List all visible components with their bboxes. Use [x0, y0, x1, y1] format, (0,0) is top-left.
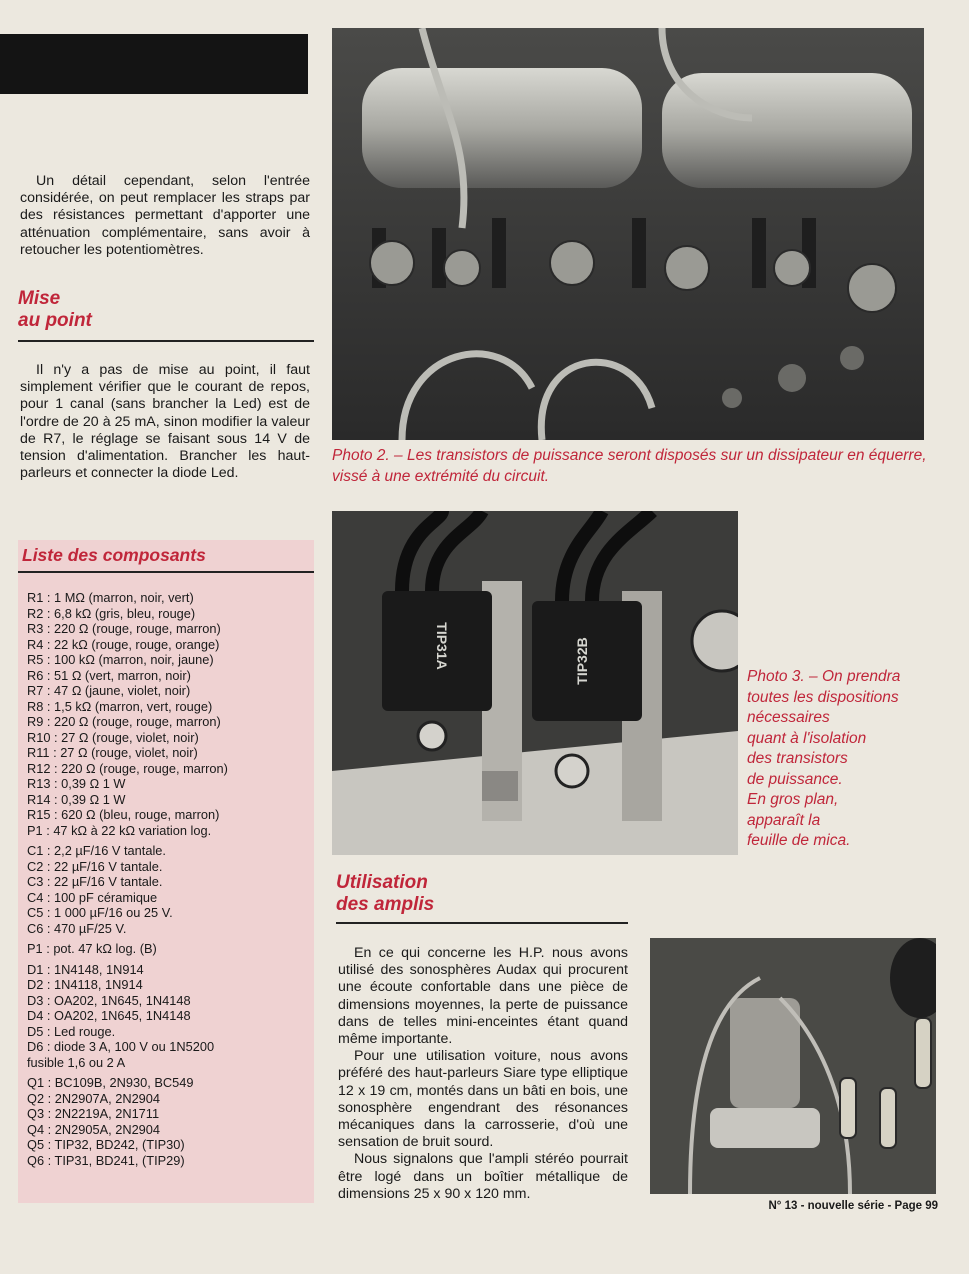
heading-rule [18, 340, 314, 342]
caption-line: des transistors [747, 750, 848, 767]
mise-au-point-paragraph [20, 362, 310, 482]
list-item: C5 : 1 000 µF/16 ou 25 V. [27, 905, 173, 920]
list-item: C6 : 470 µF/25 V. [27, 920, 127, 936]
list-item: R10 : 27 Ω (rouge, violet, noir) [27, 729, 199, 745]
photo-4 [650, 938, 936, 1194]
list-item: C4 : 100 pF céramique [27, 889, 158, 905]
caption-line: quant à l'isolation [747, 729, 867, 747]
photo-3 [332, 511, 738, 855]
list-item: P1 : pot. 47 kΩ log. (B) [27, 941, 157, 956]
caption-line: Photo 3. – On prendra [747, 668, 901, 685]
list-item: Q3 : 2N2219A, 2N1711 [27, 1106, 160, 1121]
list-item: R8 : 1,5 kΩ (marron, vert, rouge) [27, 698, 213, 714]
capacitor-group [27, 843, 312, 936]
pot-group [27, 941, 312, 957]
list-item: R5 : 100 kΩ (marron, noir, jaune) [27, 652, 214, 667]
list-item: D6 : diode 3 A, 100 V ou 1N5200 [27, 1039, 215, 1054]
caption-line: feuille de mica. [747, 832, 851, 849]
heading-line1: Utilisation [336, 872, 428, 893]
list-item: D1 : 1N4148, 1N914 [27, 961, 144, 977]
utilisation-text [338, 945, 628, 1203]
tip31a-label: TIP31A [434, 622, 450, 670]
header-black-bar [0, 34, 308, 94]
tip32b-label: TIP32B [574, 637, 590, 685]
diode-group [27, 962, 312, 1071]
transistor-group [27, 1075, 312, 1168]
resistor-group [27, 590, 312, 838]
list-item: R2 : 6,8 kΩ (gris, bleu, rouge) [27, 605, 196, 621]
list-item: fusible 1,6 ou 2 A [27, 1054, 126, 1070]
caption-line: toutes les dispositions [747, 688, 899, 706]
parts-list-title: Liste des composants [22, 545, 206, 565]
heading-rule [336, 922, 628, 924]
list-item: R4 : 22 kΩ (rouge, rouge, orange) [27, 636, 220, 652]
list-item: C3 : 22 µF/16 V tantale. [27, 874, 163, 889]
list-item: R7 : 47 Ω (jaune, violet, noir) [27, 683, 191, 698]
mise-au-point-heading [18, 288, 92, 332]
list-item: P1 : 47 kΩ à 22 kΩ variation log. [27, 822, 212, 838]
page-footer: N° 13 - nouvelle série - Page 99 [768, 1200, 938, 1212]
utilisation-heading [336, 872, 434, 916]
list-item: R6 : 51 Ω (vert, marron, noir) [27, 667, 191, 683]
paragraph: En ce qui concerne les H.P. nous avons utilisé des sonosphères Audax qui procurent une écoute confortable dans une pièce de dimensions moyennes, la perte de puissance dans de telles mini-enceintes étant quand même importante. [338, 945, 628, 1048]
photo-2 [332, 28, 924, 440]
heatsink-image [332, 511, 738, 855]
parts-list-rule [18, 571, 314, 573]
caption-line: En gros plan, [747, 791, 839, 808]
list-item: D2 : 1N4118, 1N914 [27, 977, 143, 992]
intro-paragraph [20, 173, 310, 259]
photo-3-caption [747, 667, 947, 852]
list-item: R11 : 27 Ω (rouge, violet, noir) [27, 745, 198, 760]
list-item: R9 : 220 Ω (rouge, rouge, marron) [27, 714, 221, 729]
list-item: Q5 : TIP32, BD242, (TIP30) [27, 1137, 185, 1152]
heading-line1: Mise [18, 288, 61, 309]
mise-au-point-text: Il n'y a pas de mise au point, il faut simplement vérifier que le courant de repos, pour 1 canal (sans brancher la Led) est de l'ordre de 20 à 25 mA, sinon modifier la valeur de R7, le réglage se faisant sous 14 V de tension d'alimentation. Brancher les haut-parleurs et connecter la diode Led. [20, 362, 310, 482]
list-item: R15 : 620 Ω (bleu, rouge, marron) [27, 807, 220, 822]
paragraph: Pour une utilisation voiture, nous avons préféré des haut-parleurs Siare type elliptique 12 x 19 cm, montés dans un bâti en bois, une sonosphère engendrant des résonances mécaniques dans la carrosserie, d'où une sensation de bruit sourd. [338, 1048, 628, 1151]
heading-line2: des amplis [336, 894, 435, 915]
list-item: C2 : 22 µF/16 V tantale. [27, 858, 163, 874]
caption-line: nécessaires [747, 709, 830, 726]
caption-line: de puissance. [747, 770, 843, 788]
list-item: R3 : 220 Ω (rouge, rouge, marron) [27, 621, 221, 636]
parts-list [27, 590, 312, 1173]
list-item: D3 : OA202, 1N645, 1N4148 [27, 992, 191, 1008]
list-item: Q1 : BC109B, 2N930, BC549 [27, 1075, 194, 1090]
component-closeup-image [650, 938, 936, 1194]
list-item: D5 : Led rouge. [27, 1023, 116, 1039]
list-item: R13 : 0,39 Ω 1 W [27, 776, 126, 791]
list-item: Q2 : 2N2907A, 2N2904 [27, 1090, 161, 1106]
list-item: C1 : 2,2 µF/16 V tantale. [27, 843, 166, 858]
circuit-board-image [332, 28, 924, 440]
list-item: R12 : 220 Ω (rouge, rouge, marron) [27, 760, 228, 776]
heading-line2: au point [18, 310, 92, 331]
list-item: Q6 : TIP31, BD241, (TIP29) [27, 1152, 185, 1168]
list-item: R1 : 1 MΩ (marron, noir, vert) [27, 590, 194, 605]
list-item: D4 : OA202, 1N645, 1N4148 [27, 1008, 191, 1023]
paragraph: Nous signalons que l'ampli stéréo pourrait être logé dans un boîtier métallique de dimensions 25 x 90 x 120 mm. [338, 1151, 628, 1202]
list-item: R14 : 0,39 Ω 1 W [27, 791, 126, 807]
photo-2-caption: Photo 2. – Les transistors de puissance seront disposés sur un dissipateur en équerre, vissé à une extrémité du circuit. [332, 447, 927, 485]
list-item: Q4 : 2N2905A, 2N2904 [27, 1121, 161, 1137]
caption-line: apparaît la [747, 811, 821, 829]
intro-text: Un détail cependant, selon l'entrée considérée, on peut remplacer les straps par des résistances permettant d'apporter une atténuation complémentaire, sans avoir à retoucher les potentiomètres. [20, 173, 310, 258]
